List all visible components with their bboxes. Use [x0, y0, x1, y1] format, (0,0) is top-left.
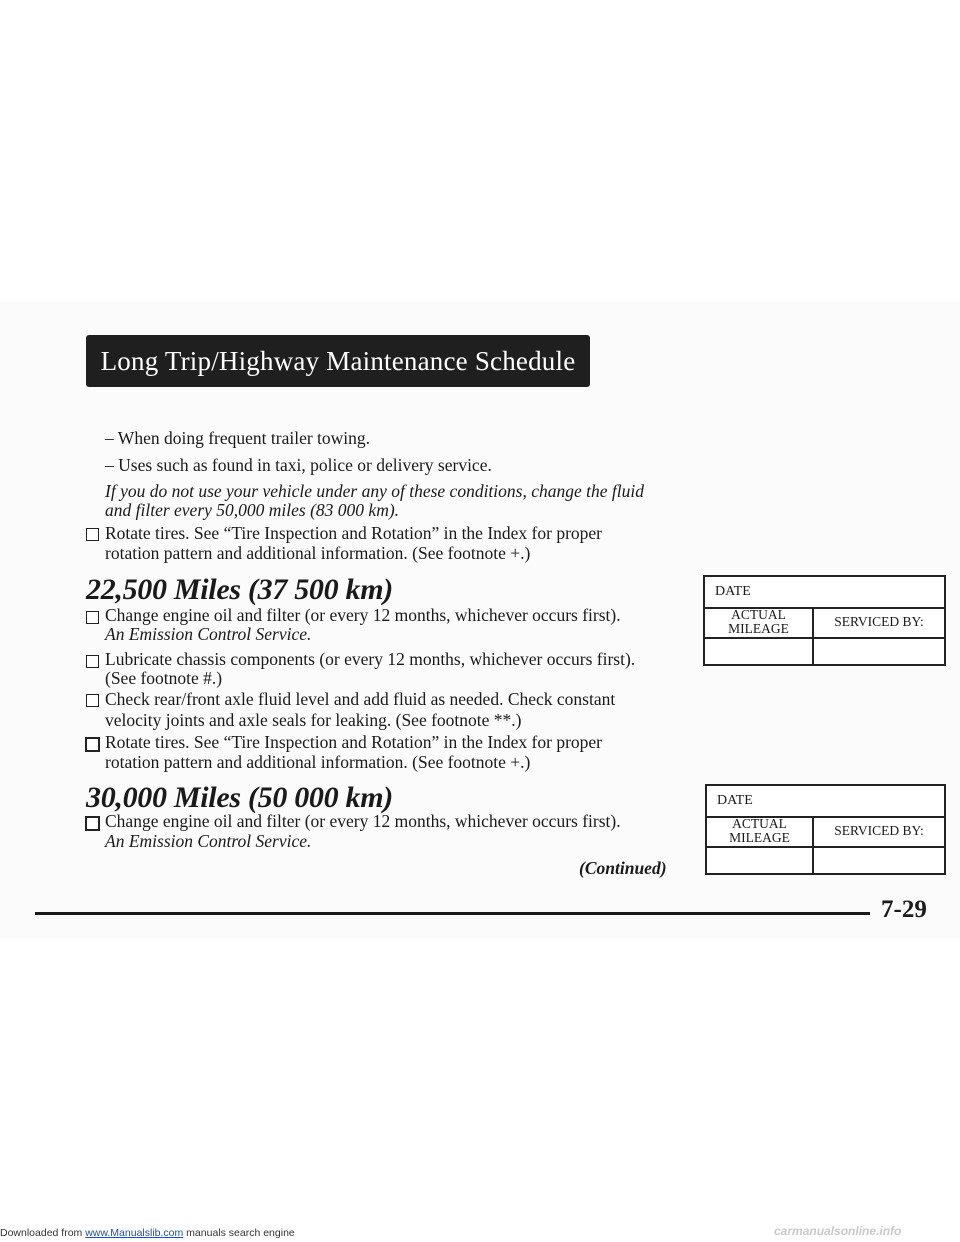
oil-change-30000-line-2: An Emission Control Service.: [105, 831, 312, 851]
service-date-label: DATE: [715, 584, 751, 599]
note-line-2: and filter every 50,000 miles (83 000 km).: [105, 500, 400, 520]
lubricate-line-1: Lubricate chassis components (or every 12 months, whichever occurs first).: [105, 649, 636, 669]
banner-suffix: manuals search engine: [183, 1227, 295, 1239]
axle-line-1: Check rear/front axle fluid level and add fluid as needed. Check constant: [105, 689, 616, 709]
rotate-tires-line-1: Rotate tires. See “Tire Inspection and Rotation” in the Index for proper: [105, 523, 602, 543]
page-number: 7-29: [881, 896, 927, 923]
oil-change-line-2: An Emission Control Service.: [105, 624, 312, 644]
checkbox-rotate-tires-intro[interactable]: [86, 528, 99, 541]
manualslib-link[interactable]: www.Manualslib.com: [85, 1227, 184, 1239]
actual-mileage-header: ACTUAL MILEAGE: [705, 607, 814, 639]
oil-change-line-1: Change engine oil and filter (or every 12 months, whichever occurs first).: [105, 605, 621, 625]
continued-label: (Continued): [579, 858, 667, 878]
service-date-label: DATE: [717, 793, 753, 808]
checkbox-oil-change-30000[interactable]: [85, 816, 100, 831]
actual-mileage-entry[interactable]: [705, 639, 814, 664]
note-line-1: If you do not use your vehicle under any of these conditions, change the fluid: [105, 481, 644, 501]
checkbox-oil-change-22500[interactable]: [86, 611, 99, 624]
service-date-row[interactable]: [707, 786, 944, 818]
banner-prefix: Downloaded from: [0, 1227, 86, 1239]
section-header: [86, 335, 590, 387]
actual-mileage-entry[interactable]: [707, 848, 814, 873]
service-record-30000: [705, 784, 946, 875]
rotate-tires-line-2: rotation pattern and additional information. (See footnote +.): [105, 543, 531, 563]
section-header-title: Long Trip/Highway Maintenance Schedule: [100, 345, 576, 376]
axle-line-2: velocity joints and axle seals for leaking. (See footnote **.): [105, 710, 522, 730]
heading-22500-miles: 22,500 Miles (37 500 km): [86, 573, 393, 606]
heading-30000-miles: 30,000 Miles (50 000 km): [86, 781, 393, 814]
bullet-taxi-police: – Uses such as found in taxi, police or delivery service.: [105, 455, 492, 475]
checkbox-rotate-tires-22500[interactable]: [85, 737, 100, 752]
oil-change-30000-line-1: Change engine oil and filter (or every 12 months, whichever occurs first).: [105, 811, 621, 831]
checkbox-axle-fluid[interactable]: [86, 694, 99, 707]
lubricate-line-2: (See footnote #.): [105, 668, 223, 688]
footer-rule: [35, 912, 870, 915]
watermark-text: carmanualsonline.info: [774, 1224, 902, 1238]
actual-mileage-header: ACTUAL MILEAGE: [707, 816, 814, 848]
serviced-by-entry[interactable]: [814, 848, 944, 873]
bullet-trailer-towing: – When doing frequent trailer towing.: [105, 428, 371, 448]
serviced-by-header: SERVICED BY:: [814, 816, 944, 848]
serviced-by-entry[interactable]: [814, 639, 944, 664]
rotate-22500-line-1: Rotate tires. See “Tire Inspection and Rotation” in the Index for proper: [105, 732, 602, 752]
service-date-row[interactable]: [705, 577, 944, 609]
checkbox-lubricate-chassis[interactable]: [86, 655, 99, 668]
service-record-22500: [703, 575, 946, 666]
rotate-22500-line-2: rotation pattern and additional information. (See footnote +.): [105, 752, 531, 772]
serviced-by-header: SERVICED BY:: [814, 607, 944, 639]
